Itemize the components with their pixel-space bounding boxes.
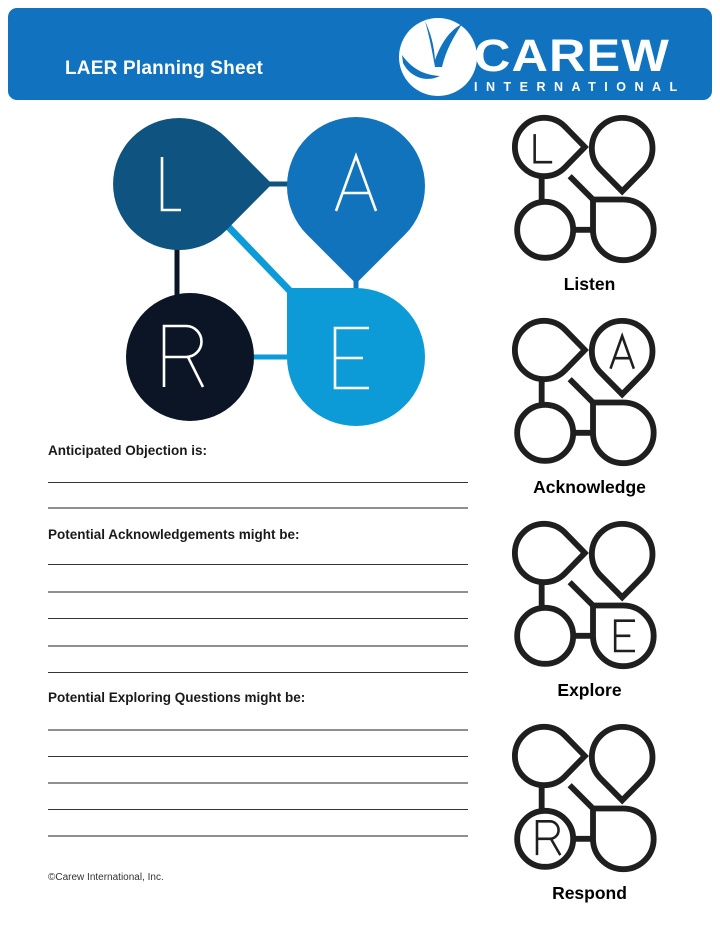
- legend-label-explore: Explore: [557, 680, 622, 700]
- respond-mini-diagram-icon: [502, 721, 677, 875]
- node-acknowledge: [287, 117, 425, 284]
- carew-logo-text: [474, 30, 686, 94]
- listen-mini-diagram-icon: [502, 112, 677, 266]
- write-in-line: [48, 835, 468, 837]
- section-heading-anticipated-objection: Anticipated Objection is:: [48, 443, 208, 458]
- carew-leaf-icon: [398, 17, 478, 97]
- acknowledge-mini-diagram-icon: [502, 315, 677, 469]
- legend-label-listen: Listen: [563, 274, 616, 294]
- copyright-note: ©Carew International, Inc.: [48, 872, 164, 883]
- write-in-line: [48, 564, 468, 565]
- legend-item-listen: [502, 112, 677, 295]
- section-heading-potential-acknowledgements: Potential Acknowledgements might be:: [48, 527, 300, 542]
- write-in-line: [48, 507, 468, 509]
- write-in-line: [48, 756, 468, 757]
- write-in-line: [48, 618, 468, 619]
- legend-label-respond: Respond: [552, 883, 627, 903]
- carew-logo-subtitle: INTERNATIONAL: [474, 80, 686, 94]
- node-listen: [113, 118, 272, 250]
- page-title: LAER Planning Sheet: [65, 58, 264, 79]
- carew-logo: [398, 17, 708, 99]
- explore-mini-diagram-icon: [502, 518, 677, 672]
- header-banner: [8, 8, 712, 100]
- write-in-line: [48, 809, 468, 810]
- legend-item-respond: [502, 721, 677, 904]
- write-in-line: [48, 591, 468, 593]
- write-in-line: [48, 482, 468, 483]
- write-in-line: [48, 729, 468, 731]
- carew-logo-name: CAREW: [474, 30, 670, 81]
- legend-item-acknowledge: [502, 315, 677, 498]
- write-in-line: [48, 645, 468, 647]
- write-in-line: [48, 672, 468, 673]
- legend-label-acknowledge: Acknowledge: [533, 477, 646, 497]
- section-heading-potential-exploring-questions: Potential Exploring Questions might be:: [48, 690, 306, 705]
- laer-diagram: [100, 110, 460, 440]
- legend-item-explore: [502, 518, 677, 701]
- write-in-line: [48, 782, 468, 784]
